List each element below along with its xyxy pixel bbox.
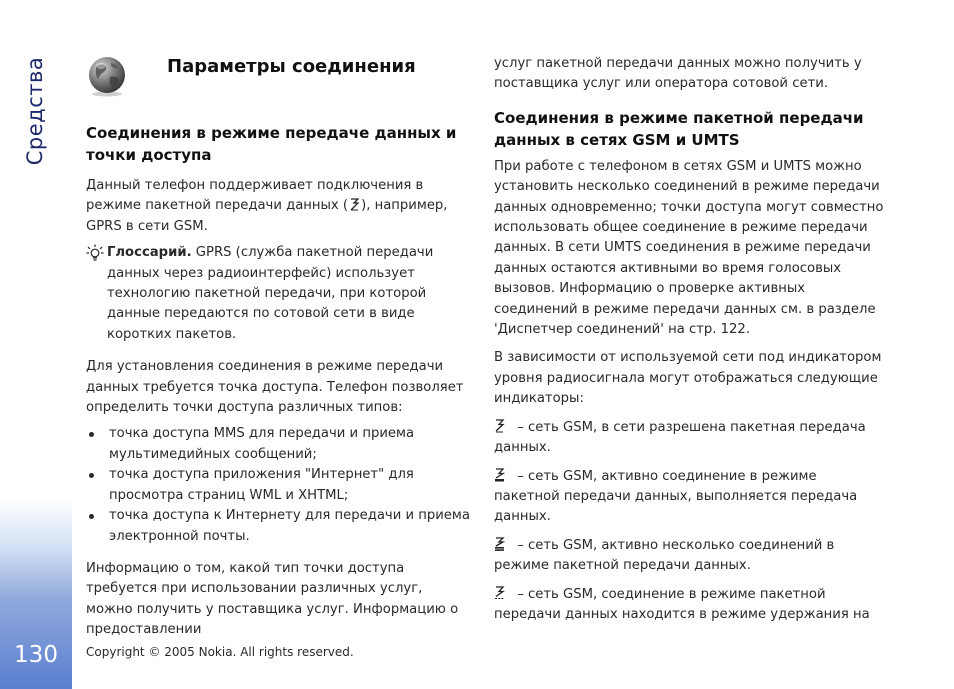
left-heading: Соединения в режиме передаче данных и точки доступа	[86, 124, 457, 164]
indicator-text: – сеть GSM, активно соединение в режиме пакетной передачи данных, выполняется передача данных.	[494, 468, 858, 525]
closing-paragraph: Информацию о том, какой тип точки доступа требуется при использовании различных услуг, можно получить у поставщика услуг. Информацию о предоставлении	[86, 560, 459, 638]
indicator-row-available	[494, 418, 886, 459]
list-item: точка доступа приложения "Интернет" для просмотра страниц WML и XHTML;	[86, 465, 470, 506]
gprs-available-icon	[494, 419, 505, 433]
indicator-text: – сеть GSM, активно несколько соединений в режиме пакетной передачи данных.	[494, 537, 835, 574]
packet-data-icon	[350, 198, 359, 211]
intro-text-start: Данный телефон поддерживает подключения в режиме пакетной передачи данных (	[86, 178, 424, 214]
indicator-row-hold	[494, 585, 886, 626]
intro-text-end: ), например, GPRS в сети GSM.	[86, 198, 448, 234]
gprs-multiple-icon	[494, 537, 505, 551]
indicator-text: – сеть GSM, соединение в режиме пакетной передачи данных находится в режиме удержания на	[494, 586, 870, 622]
lightbulb-icon	[86, 244, 104, 262]
section-title-vertical	[10, 56, 60, 166]
left-column	[86, 122, 470, 641]
gprs-active-icon	[494, 468, 505, 482]
indicators-paragraph: В зависимости от используемой сети под индикатором уровня радиосигнала могут отображаться следующие индикаторы:	[494, 350, 882, 407]
glossary-tip	[86, 243, 470, 345]
right-column	[494, 54, 886, 625]
tip-text: GPRS (служба пакетной передачи данных через радиоинтерфейс) использует технологию пакетной передачи, при которой данные передаются по сотовой сети в виде коротких пакетов.	[107, 245, 434, 342]
copyright-footer: Copyright © 2005 Nokia. All rights reserved.	[86, 645, 354, 659]
indicator-text: – сеть GSM, в сети разрешена пакетная передача данных.	[494, 419, 866, 456]
list-item: точка доступа MMS для передачи и приема мультимедийных сообщений;	[86, 424, 470, 465]
section-title-text: Средства	[23, 56, 47, 166]
page-title: Параметры соединения	[167, 56, 416, 77]
access-point-list	[86, 424, 470, 546]
access-point-paragraph: Для установления соединения в режиме передачи данных требуется точка доступа. Телефон позволяет определить точки доступа различных типов:	[86, 359, 464, 416]
right-heading: Соединения в режиме пакетной передачи данных в сетях GSM и UMTS	[494, 108, 864, 149]
indicator-row-active	[494, 467, 886, 528]
list-item: точка доступа к Интернету для передачи и приема электронной почты.	[86, 506, 470, 547]
gprs-hold-icon	[494, 586, 505, 600]
tip-label: Глоссарий.	[107, 245, 192, 261]
gsm-umts-paragraph: При работе с телефоном в сетях GSM и UMTS можно установить несколько соединений в режиме передачи данных одновременно; точки доступа могут совместно использовать общее соединение в режиме передачи данных. В сети UMTS соединения в режиме передачи данных остаются активными во время голосовых вызовов. Информацию о проверке активных соединений в режиме передачи данных см. в разделе 'Диспетчер соединений' на стр. 122.	[494, 158, 884, 338]
continuation-paragraph: услуг пакетной передачи данных можно получить у поставщика услуг или оператора сотовой сети.	[494, 56, 862, 92]
globe-icon	[86, 55, 128, 97]
page-number: 130	[14, 642, 58, 668]
intro-paragraph	[86, 176, 470, 237]
indicator-row-multiple	[494, 536, 886, 577]
